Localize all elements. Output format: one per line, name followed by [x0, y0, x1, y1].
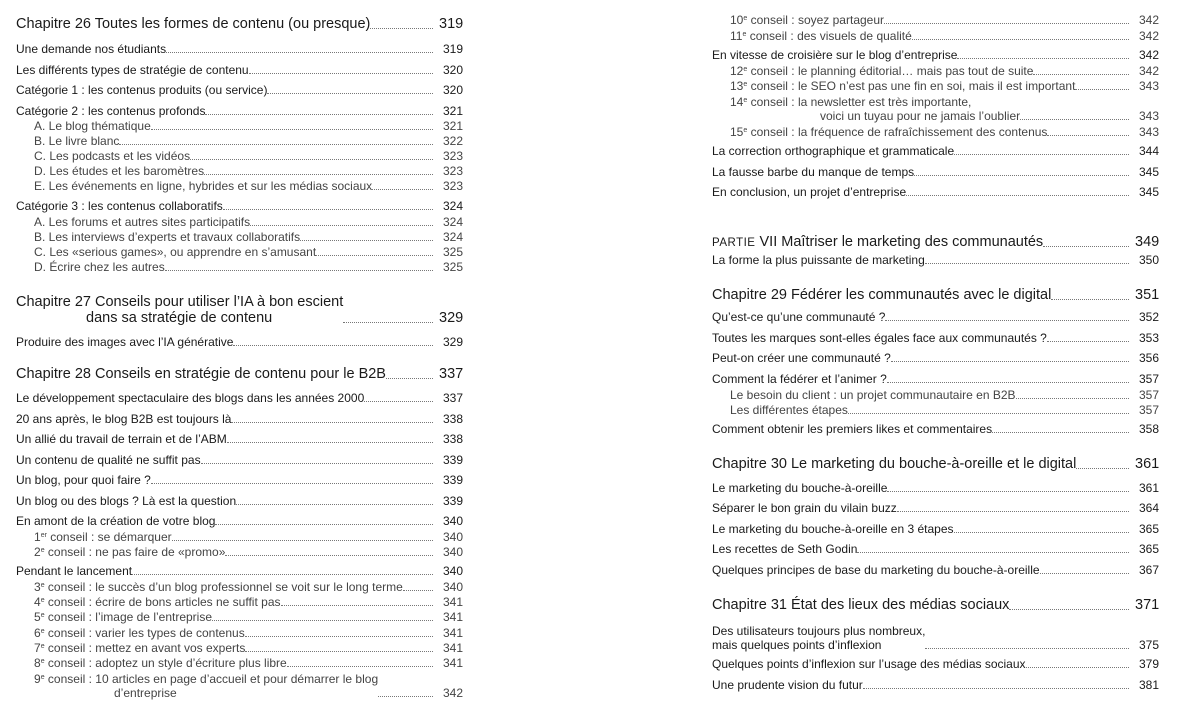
- page-number: 352: [1138, 310, 1159, 324]
- page-number: 356: [1138, 351, 1159, 365]
- entry-title: Les recettes de Seth Godin: [712, 542, 858, 556]
- toc-entry[interactable]: [712, 63, 1159, 78]
- page-number: 323: [442, 149, 463, 163]
- page-number: 340: [442, 530, 463, 544]
- leader-dots: [151, 129, 433, 130]
- entry-title: Un contenu de qualité ne suffit pas: [16, 453, 201, 467]
- page-number: 339: [442, 473, 463, 487]
- page-number: 365: [1138, 542, 1159, 556]
- toc-entry[interactable]: [16, 259, 463, 274]
- page-number: 325: [442, 260, 463, 274]
- leader-dots: [151, 483, 433, 484]
- entry-title: Peut-on créer une communauté ?: [712, 351, 891, 365]
- leader-dots: [205, 114, 433, 115]
- toc-entry[interactable]: [16, 362, 463, 382]
- leader-dots: [372, 189, 433, 190]
- leader-dots: [132, 574, 433, 575]
- entry-title: 3e conseil : le succès d’un blog professionnel se voit sur le long terme: [34, 580, 403, 594]
- toc-entry[interactable]: [16, 562, 463, 578]
- entry-title: D. Écrire chez les autres: [34, 260, 165, 274]
- leader-dots: [172, 540, 433, 541]
- toc-entry[interactable]: [712, 78, 1159, 93]
- toc-entry[interactable]: [712, 12, 1159, 27]
- leader-dots: [165, 270, 433, 271]
- entry-title: Un blog ou des blogs ? Là est la question: [16, 494, 237, 508]
- toc-entry[interactable]: [16, 389, 463, 405]
- leader-dots: [914, 175, 1129, 176]
- page-number: 342: [1138, 48, 1159, 62]
- leader-dots: [885, 320, 1129, 321]
- toc-entry[interactable]: [16, 471, 463, 487]
- toc-entry[interactable]: [16, 118, 463, 133]
- page-number: 375: [1138, 638, 1159, 652]
- leader-dots: [267, 93, 433, 94]
- page-number: 344: [1138, 144, 1159, 158]
- page-number: 320: [442, 63, 463, 77]
- page-number: 381: [1138, 678, 1159, 692]
- leader-dots: [1076, 468, 1129, 469]
- entry-title: 7e conseil : mettez en avant vos experts: [34, 641, 246, 655]
- toc-entry[interactable]: [712, 329, 1159, 345]
- page-number: 322: [442, 134, 463, 148]
- toc-entry[interactable]: [712, 370, 1159, 386]
- leader-dots: [245, 636, 433, 637]
- leader-dots: [897, 511, 1129, 512]
- page-number: 342: [1138, 29, 1159, 43]
- toc-entry[interactable]: [16, 102, 463, 118]
- entry-title: En amont de la création de votre blog: [16, 514, 216, 528]
- toc-entry[interactable]: [16, 133, 463, 148]
- entry-title: Catégorie 3 : les contenus collaboratifs: [16, 199, 223, 213]
- leader-dots: [236, 504, 433, 505]
- page-number: 323: [442, 179, 463, 193]
- page-number: 324: [442, 230, 463, 244]
- page-number: 339: [442, 494, 463, 508]
- leader-dots: [378, 696, 433, 697]
- entry-title: Une demande nos étudiants: [16, 42, 167, 56]
- leader-dots: [223, 209, 433, 210]
- leader-dots: [1047, 341, 1129, 342]
- page-number: 337: [442, 391, 463, 405]
- page-number: 342: [1138, 13, 1159, 27]
- entry-title: Le marketing du bouche-à-oreille en 3 étapes: [712, 522, 954, 536]
- page-number: 361: [1138, 481, 1159, 495]
- leader-dots: [954, 532, 1130, 533]
- page-number: 367: [1138, 563, 1159, 577]
- leader-dots: [925, 648, 1129, 649]
- toc-entry[interactable]: [16, 244, 463, 259]
- entry-title: Chapitre 29 Fédérer les communautés avec le digital: [712, 287, 1052, 303]
- page-number: 338: [442, 432, 463, 446]
- toc-entry[interactable]: [16, 430, 463, 446]
- leader-dots: [887, 491, 1129, 492]
- page-number: 340: [442, 514, 463, 528]
- toc-entry[interactable]: [16, 178, 463, 193]
- toc-entry[interactable]: [712, 251, 1159, 267]
- toc-entry[interactable]: [712, 28, 1159, 43]
- entry-title: Le développement spectaculaire des blogs dans les années 2000: [16, 391, 365, 405]
- leader-dots: [1075, 89, 1129, 90]
- leader-dots: [233, 345, 433, 346]
- entry-title: Chapitre 28 Conseils en stratégie de contenu pour le B2B: [16, 366, 386, 382]
- leader-dots: [906, 195, 1129, 196]
- leader-dots: [857, 552, 1129, 553]
- entry-title: B. Le livre blanc: [34, 134, 120, 148]
- leader-dots: [1009, 609, 1129, 610]
- entry-title: Chapitre 30 Le marketing du bouche-à-oreille et le digital: [712, 456, 1077, 472]
- leader-dots: [281, 605, 434, 606]
- entry-title: La fausse barbe du manque de temps: [712, 165, 915, 179]
- entry-title: 10e conseil : soyez partageur: [730, 13, 885, 27]
- entry-title: Pendant le lancement: [16, 564, 133, 578]
- leader-dots: [231, 422, 433, 423]
- page-number: 320: [442, 83, 463, 97]
- entry-title: Comment la fédérer et l’animer ?: [712, 372, 887, 386]
- page-number: 319: [442, 42, 463, 56]
- leader-dots: [848, 413, 1129, 414]
- entry-title: Chapitre 27 Conseils pour utiliser l’IA à bon escient dans sa stratégie de contenu: [16, 294, 344, 326]
- toc-entry[interactable]: [712, 46, 1159, 62]
- page-number: 343: [1138, 109, 1159, 123]
- leader-dots: [386, 378, 433, 379]
- entry-title: A. Les forums et autres sites participatifs: [34, 215, 251, 229]
- toc-entry[interactable]: [712, 479, 1159, 495]
- toc-entry[interactable]: [712, 93, 1159, 123]
- page-number: 341: [442, 626, 463, 640]
- toc-entry[interactable]: [712, 308, 1159, 324]
- toc-entry[interactable]: [712, 349, 1159, 365]
- page-number: 337: [439, 366, 464, 382]
- page-number: 341: [442, 656, 463, 670]
- entry-title: Catégorie 2 : les contenus profonds: [16, 104, 206, 118]
- toc-entry[interactable]: [712, 499, 1159, 515]
- leader-dots: [287, 666, 433, 667]
- entry-title: Une prudente vision du futur: [712, 678, 863, 692]
- leader-dots: [1020, 119, 1129, 120]
- entry-title: C. Les «serious games», ou apprendre en s’amusant: [34, 245, 317, 259]
- entry-title: 5e conseil : l’image de l’entreprise: [34, 610, 213, 624]
- toc-entry[interactable]: [16, 512, 463, 528]
- leader-dots: [1033, 74, 1129, 75]
- page-number: 353: [1138, 331, 1159, 345]
- entry-title: Un allié du travail de terrain et de l’ABM: [16, 432, 227, 446]
- toc-entry[interactable]: [712, 561, 1159, 577]
- page-number: 324: [442, 215, 463, 229]
- entry-title: Des utilisateurs toujours plus nombreux, mais quelques points d’inflexion: [712, 624, 926, 652]
- entry-title: D. Les études et les baromètres: [34, 164, 205, 178]
- page-number: 343: [1138, 79, 1159, 93]
- page-number: 357: [1138, 372, 1159, 386]
- page-number: 342: [442, 686, 463, 700]
- page-number: 340: [442, 564, 463, 578]
- page-number: 319: [439, 16, 464, 32]
- page-number: 350: [1138, 253, 1159, 267]
- page-number: 361: [1135, 456, 1160, 472]
- toc-entry[interactable]: [16, 410, 463, 426]
- page-number: 340: [442, 545, 463, 559]
- leader-dots: [1051, 299, 1129, 300]
- leader-dots: [225, 555, 433, 556]
- leader-dots: [1043, 246, 1129, 247]
- toc-entry[interactable]: [16, 609, 463, 624]
- entry-title: 2e conseil : ne pas faire de «promo»: [34, 545, 226, 559]
- toc-entry[interactable]: [16, 81, 463, 97]
- entry-title: Le besoin du client : un projet communautaire en B2B: [730, 388, 1016, 402]
- toc-entry[interactable]: [16, 229, 463, 244]
- toc-entry[interactable]: [712, 676, 1159, 692]
- page-number: 323: [442, 164, 463, 178]
- page-number: 357: [1138, 388, 1159, 402]
- leader-dots: [957, 58, 1129, 59]
- toc-entry[interactable]: [16, 579, 463, 594]
- leader-dots: [343, 322, 433, 323]
- entry-title: Les différentes étapes: [730, 403, 848, 417]
- toc-entry[interactable]: [712, 283, 1159, 303]
- entry-title: 15e conseil : la fréquence de rafraîchissement des contenus: [730, 125, 1048, 139]
- leader-dots: [403, 590, 433, 591]
- toc-entry[interactable]: [16, 625, 463, 640]
- leader-dots: [891, 361, 1129, 362]
- page-number: 329: [439, 310, 464, 326]
- toc-entry[interactable]: [16, 451, 463, 467]
- leader-dots: [300, 240, 433, 241]
- toc-entry[interactable]: [16, 640, 463, 655]
- entry-title: La forme la plus puissante de marketing: [712, 253, 925, 267]
- leader-dots: [925, 263, 1129, 264]
- entry-title: Un blog, pour quoi faire ?: [16, 473, 151, 487]
- toc-entry[interactable]: [712, 142, 1159, 158]
- page-number: 349: [1135, 234, 1160, 250]
- leader-dots: [364, 401, 433, 402]
- leader-dots: [863, 688, 1129, 689]
- page-number: 341: [442, 641, 463, 655]
- toc-entry[interactable]: [16, 12, 463, 32]
- leader-dots: [912, 39, 1129, 40]
- leader-dots: [316, 255, 433, 256]
- entry-title: C. Les podcasts et les vidéos: [34, 149, 191, 163]
- entry-title: A. Le blog thématique: [34, 119, 151, 133]
- page-number: 329: [442, 335, 463, 349]
- toc-entry[interactable]: [712, 520, 1159, 536]
- entry-title: Le marketing du bouche-à-oreille: [712, 481, 888, 495]
- toc-entry[interactable]: [712, 163, 1159, 179]
- page-number: 345: [1138, 185, 1159, 199]
- toc-entry[interactable]: [16, 40, 463, 56]
- toc-entry[interactable]: [16, 594, 463, 609]
- page-number: 324: [442, 199, 463, 213]
- entry-title: 13e conseil : le SEO n’est pas une fin en soi, mais il est important: [730, 79, 1076, 93]
- leader-dots: [1016, 398, 1129, 399]
- page-number: 339: [442, 453, 463, 467]
- leader-dots: [370, 28, 433, 29]
- page-number: 341: [442, 595, 463, 609]
- entry-title: Séparer le bon grain du vilain buzz: [712, 501, 897, 515]
- entry-title: 8e conseil : adoptez un style d’écriture plus libre: [34, 656, 287, 670]
- entry-title: 6e conseil : varier les types de contenus: [34, 626, 245, 640]
- toc-entry[interactable]: [712, 124, 1159, 139]
- entry-title: 14e conseil : la newsletter est très importante, voici un tuyau pour ne jamais l’oublier: [730, 95, 1021, 123]
- toc-entry[interactable]: [16, 214, 463, 229]
- toc-entry[interactable]: [16, 333, 463, 349]
- entry-title: 9e conseil : 10 articles en page d’accueil et pour démarrer le blog d’entreprise: [34, 672, 379, 700]
- entry-title: En conclusion, un projet d’entreprise: [712, 185, 907, 199]
- leader-dots: [212, 620, 433, 621]
- page-number: 321: [442, 104, 463, 118]
- page-number: 379: [1138, 657, 1159, 671]
- leader-dots: [249, 73, 433, 74]
- entry-title: 11e conseil : des visuels de qualité: [730, 29, 912, 43]
- part-label: PARTIE: [712, 237, 756, 249]
- page-number: 321: [442, 119, 463, 133]
- toc-entry[interactable]: [16, 290, 463, 326]
- leader-dots: [190, 159, 433, 160]
- entry-title: B. Les interviews d’experts et travaux collaboratifs: [34, 230, 301, 244]
- entry-title: 12e conseil : le planning éditorial… mais pas tout de suite: [730, 64, 1034, 78]
- toc-entry[interactable]: [16, 655, 463, 670]
- entry-title: Comment obtenir les premiers likes et commentaires: [712, 422, 993, 436]
- page-number: 351: [1135, 287, 1160, 303]
- leader-dots: [1026, 667, 1129, 668]
- entry-title: 4e conseil : écrire de bons articles ne suffit pas: [34, 595, 281, 609]
- toc-entry[interactable]: [16, 529, 463, 544]
- toc-entry[interactable]: [712, 230, 1159, 250]
- leader-dots: [954, 154, 1129, 155]
- entry-title: Chapitre 26 Toutes les formes de contenu (ou presque): [16, 16, 371, 32]
- entry-title: Quelques principes de base du marketing du bouche-à-oreille: [712, 563, 1040, 577]
- toc-entry[interactable]: [712, 183, 1159, 199]
- page-number: 343: [1138, 125, 1159, 139]
- leader-dots: [887, 382, 1129, 383]
- page-number: 341: [442, 610, 463, 624]
- toc-entry[interactable]: [712, 387, 1159, 402]
- toc-entry[interactable]: [16, 148, 463, 163]
- toc-entry[interactable]: [712, 452, 1159, 472]
- page-number: 364: [1138, 501, 1159, 515]
- page-number: 365: [1138, 522, 1159, 536]
- leader-dots: [166, 52, 433, 53]
- toc-entry[interactable]: [712, 402, 1159, 417]
- toc-entry[interactable]: [16, 61, 463, 77]
- entry-title: 1er conseil : se démarquer: [34, 530, 172, 544]
- page-number: 371: [1135, 597, 1160, 613]
- entry-title: La correction orthographique et grammaticale: [712, 144, 955, 158]
- entry-title: Chapitre 31 État des lieux des médias sociaux: [712, 597, 1010, 613]
- page-number: 357: [1138, 403, 1159, 417]
- entry-title: Qu’est-ce qu’une communauté ?: [712, 310, 886, 324]
- leader-dots: [992, 432, 1129, 433]
- entry-title: Quelques points d’inflexion sur l’usage des médias sociaux: [712, 657, 1026, 671]
- leader-dots: [245, 651, 433, 652]
- page-number: 345: [1138, 165, 1159, 179]
- page-number: 340: [442, 580, 463, 594]
- entry-title: Toutes les marques sont-elles égales face aux communautés ?: [712, 331, 1047, 345]
- entry-title: PARTIE VII Maîtriser le marketing des communautés: [712, 234, 1044, 250]
- leader-dots: [1047, 135, 1129, 136]
- page-number: 325: [442, 245, 463, 259]
- leader-dots: [119, 144, 433, 145]
- leader-dots: [215, 524, 433, 525]
- entry-title: Catégorie 1 : les contenus produits (ou service): [16, 83, 268, 97]
- entry-title: En vitesse de croisière sur le blog d’entreprise: [712, 48, 958, 62]
- leader-dots: [1040, 573, 1129, 574]
- leader-dots: [884, 23, 1129, 24]
- toc-entry[interactable]: [16, 197, 463, 213]
- toc-entry[interactable]: [16, 163, 463, 178]
- entry-title: E. Les événements en ligne, hybrides et sur les médias sociaux: [34, 179, 373, 193]
- toc-entry[interactable]: [712, 540, 1159, 556]
- toc-entry[interactable]: [712, 593, 1159, 613]
- toc-entry[interactable]: [16, 544, 463, 559]
- toc-entry[interactable]: [16, 670, 463, 700]
- page-number: 342: [1138, 64, 1159, 78]
- toc-entry[interactable]: [712, 655, 1159, 671]
- toc-entry[interactable]: [16, 492, 463, 508]
- toc-entry[interactable]: [712, 420, 1159, 436]
- toc-entry[interactable]: [712, 620, 1159, 652]
- leader-dots: [201, 463, 433, 464]
- entry-title: Les différents types de stratégie de contenu: [16, 63, 249, 77]
- leader-dots: [204, 174, 433, 175]
- leader-dots: [250, 225, 433, 226]
- entry-title: Produire des images avec l’IA générative: [16, 335, 234, 349]
- entry-title: 20 ans après, le blog B2B est toujours là: [16, 412, 232, 426]
- page-number: 338: [442, 412, 463, 426]
- page-number: 358: [1138, 422, 1159, 436]
- leader-dots: [227, 442, 433, 443]
